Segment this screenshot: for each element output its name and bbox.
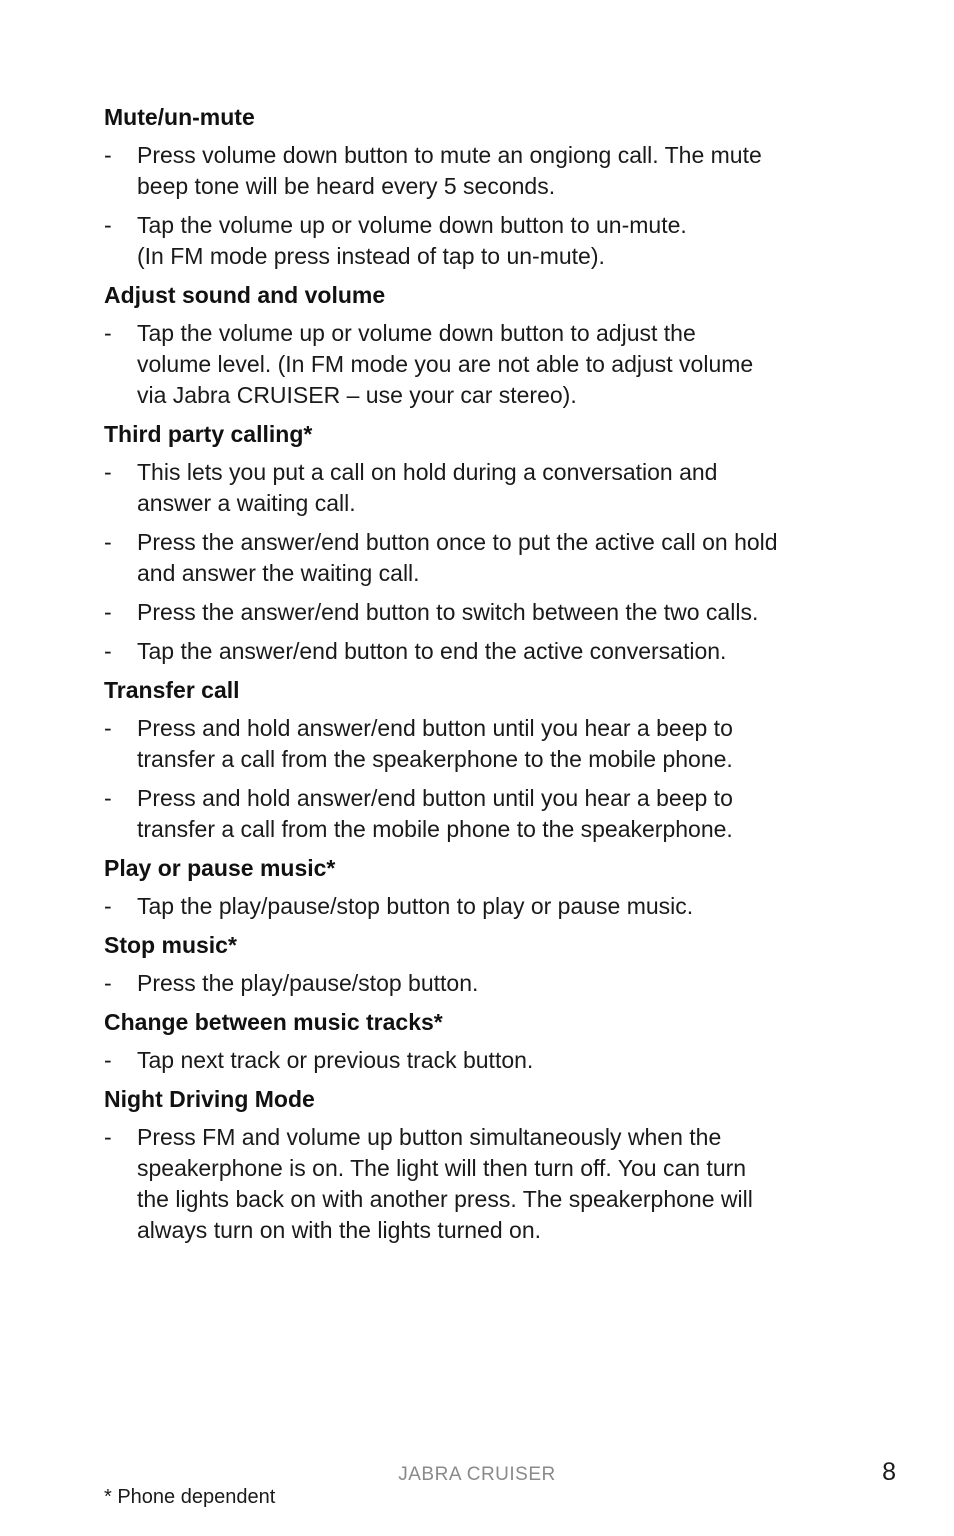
- item-text-line: transfer a call from the mobile phone to the speakerphone.: [137, 816, 733, 842]
- bullet-dash: -: [104, 893, 112, 919]
- bullet-list: [104, 318, 864, 411]
- section-heading: Change between music tracks*: [104, 1009, 443, 1035]
- list-item: [104, 140, 864, 202]
- bullet-dash: -: [104, 459, 112, 485]
- footer-brand: JABRA CRUISER: [398, 1464, 556, 1485]
- list-item: [104, 1122, 864, 1246]
- list-item: [104, 1045, 864, 1076]
- item-text-line: volume level. (In FM mode you are not able to adjust volume: [137, 351, 754, 377]
- item-text-line: Press the answer/end button once to put the active call on hold: [137, 529, 778, 555]
- bullet-dash: -: [104, 212, 112, 238]
- list-item: [104, 713, 864, 775]
- footnote: * Phone dependent: [104, 1486, 276, 1508]
- item-text-line: and answer the waiting call.: [137, 560, 420, 586]
- item-text-line: Tap the volume up or volume down button to un-mute.: [137, 212, 687, 238]
- bullet-dash: -: [104, 638, 112, 664]
- bullet-list: [104, 713, 864, 845]
- bullet-dash: -: [104, 142, 112, 168]
- item-text-line: transfer a call from the speakerphone to the mobile phone.: [137, 746, 733, 772]
- section: [104, 930, 864, 999]
- section: [104, 1007, 864, 1076]
- item-text-line: Press and hold answer/end button until you hear a beep to: [137, 715, 733, 741]
- list-item: [104, 210, 864, 272]
- section-heading: Adjust sound and volume: [104, 282, 386, 308]
- bullet-dash: -: [104, 599, 112, 625]
- item-text-line: Press FM and volume up button simultaneously when the: [137, 1124, 722, 1150]
- section: [104, 1084, 864, 1246]
- bullet-dash: -: [104, 320, 112, 346]
- section: [104, 280, 864, 411]
- document-body: [104, 102, 864, 1254]
- bullet-dash: -: [104, 529, 112, 555]
- page-number: 8: [882, 1458, 896, 1486]
- item-text-line: always turn on with the lights turned on.: [137, 1217, 542, 1243]
- item-text-line: Tap the volume up or volume down button to adjust the: [137, 320, 696, 346]
- bullet-list: [104, 1045, 864, 1076]
- section: [104, 675, 864, 845]
- bullet-dash: -: [104, 715, 112, 741]
- bullet-dash: -: [104, 1047, 112, 1073]
- list-item: [104, 783, 864, 845]
- list-item: [104, 597, 864, 628]
- bullet-list: [104, 968, 864, 999]
- item-text-line: Tap next track or previous track button.: [137, 1047, 534, 1073]
- item-text-line: beep tone will be heard every 5 seconds.: [137, 173, 556, 199]
- section-heading: Mute/un-mute: [104, 104, 255, 130]
- section-heading: Third party calling*: [104, 421, 313, 447]
- item-text-line: answer a waiting call.: [137, 490, 356, 516]
- bullet-list: [104, 891, 864, 922]
- section-heading: Night Driving Mode: [104, 1086, 315, 1112]
- list-item: [104, 891, 864, 922]
- section: [104, 102, 864, 272]
- item-text-line: Press and hold answer/end button until you hear a beep to: [137, 785, 733, 811]
- list-item: [104, 527, 864, 589]
- item-text-line: the lights back on with another press. The speakerphone will: [137, 1186, 753, 1212]
- bullet-list: [104, 457, 864, 667]
- section: [104, 853, 864, 922]
- item-text-line: speakerphone is on. The light will then turn off. You can turn: [137, 1155, 747, 1181]
- item-text-line: Tap the play/pause/stop button to play or pause music.: [137, 893, 694, 919]
- section-heading: Transfer call: [104, 677, 240, 703]
- bullet-list: [104, 1122, 864, 1246]
- item-text-line: (In FM mode press instead of tap to un-mute).: [137, 243, 605, 269]
- item-text-line: Press volume down button to mute an ongiong call. The mute: [137, 142, 762, 168]
- section: [104, 419, 864, 667]
- item-text-line: via Jabra CRUISER – use your car stereo).: [137, 382, 577, 408]
- list-item: [104, 318, 864, 411]
- bullet-list: [104, 140, 864, 272]
- list-item: [104, 636, 864, 667]
- section-heading: Play or pause music*: [104, 855, 336, 881]
- bullet-dash: -: [104, 1124, 112, 1150]
- bullet-dash: -: [104, 785, 112, 811]
- item-text-line: This lets you put a call on hold during a conversation and: [137, 459, 718, 485]
- bullet-dash: -: [104, 970, 112, 996]
- item-text-line: Press the play/pause/stop button.: [137, 970, 479, 996]
- list-item: [104, 968, 864, 999]
- list-item: [104, 457, 864, 519]
- item-text-line: Press the answer/end button to switch between the two calls.: [137, 599, 759, 625]
- section-heading: Stop music*: [104, 932, 237, 958]
- item-text-line: Tap the answer/end button to end the active conversation.: [137, 638, 727, 664]
